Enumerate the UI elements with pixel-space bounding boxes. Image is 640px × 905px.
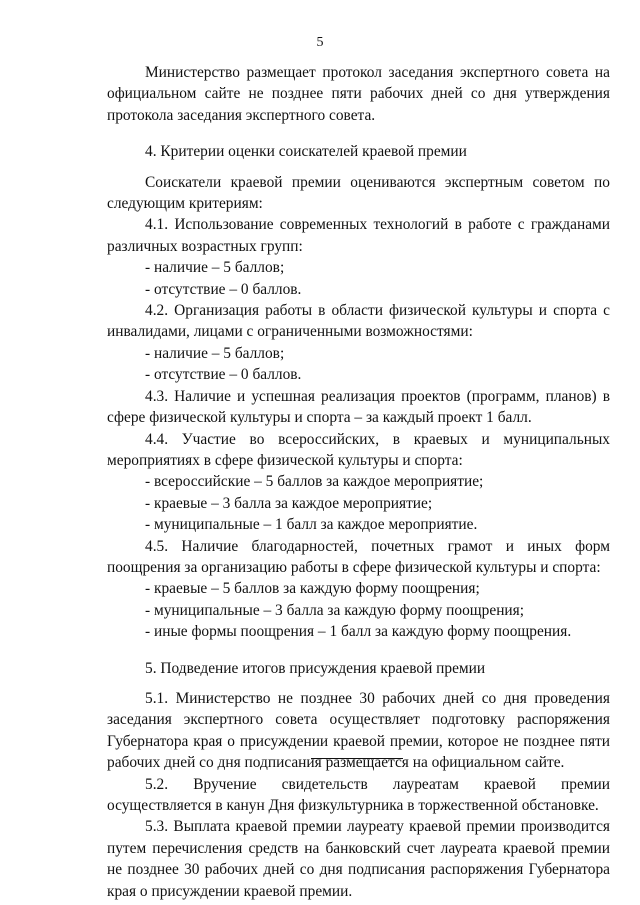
paragraph-5-3: 5.3. Выплата краевой премии лауреату краевой премии производится путем перечисления средств на банковский счет лауреата краевой премии не позднее 30 рабочих дней со дня подписания распоряжения Губернатора края о присуждении краевой премии.: [107, 818, 610, 900]
document-body: [107, 62, 610, 902]
spacer: [107, 126, 610, 141]
criterion-4-5-item: - краевые – 5 баллов за каждую форму поощрения;: [145, 580, 480, 598]
section-4-heading: 4. Критерии оценки соискателей краевой премии: [145, 143, 467, 161]
criterion-4-3: 4.3. Наличие и успешная реализация проектов (программ, планов) в сфере физической культуры и спорта – за каждый проект 1 балл.: [107, 387, 610, 427]
criterion-4-2: 4.2. Организация работы в области физической культуры и спорта с инвалидами, лицами с ограниченными возможностями:: [107, 302, 610, 341]
intro-paragraph: Министерство размещает протокол заседания экспертного совета на официальном сайте не позднее пяти рабочих дней со дня утверждения протокола заседания экспертного совета.: [107, 64, 610, 124]
criterion-4-5-item: - иные формы поощрения – 1 балл за каждую форму поощрения.: [145, 623, 572, 641]
closing-rule: [311, 758, 403, 759]
criterion-4-1-item: - наличие – 5 баллов;: [145, 259, 285, 277]
criterion-4-2-item: - отсутствие – 0 баллов.: [145, 366, 302, 384]
criterion-4-5-item: - муниципальные – 3 балла за каждую форму поощрения;: [145, 601, 525, 619]
spacer: [107, 163, 610, 172]
criterion-4-4-item: - всероссийские – 5 баллов за каждое мероприятие;: [145, 473, 484, 491]
spacer: [107, 679, 610, 688]
spacer: [107, 643, 610, 658]
section-4-lead: Соискатели краевой премии оцениваются экспертным советом по следующим критериям:: [107, 173, 610, 213]
criterion-4-4-item: - муниципальные – 1 балл за каждое мероприятие.: [145, 516, 478, 534]
paragraph-5-2: 5.2. Вручение свидетельств лауреатам краевой премии осуществляется в канун Дня физкультурника в торжественной обстановке.: [107, 775, 610, 814]
criterion-4-2-item: - наличие – 5 баллов;: [145, 344, 285, 362]
criterion-4-4-item: - краевые – 3 балла за каждое мероприятие;: [145, 494, 433, 512]
criterion-4-5: 4.5. Наличие благодарностей, почетных грамот и иных форм поощрения за организацию работы в сфере физической культуры и спорта:: [107, 537, 610, 576]
criterion-4-4: 4.4. Участие во всероссийских, в краевых и муниципальных мероприятиях в сфере физической культуры и спорта:: [107, 430, 610, 469]
paragraph-5-1: 5.1. Министерство не позднее 30 рабочих дней со дня проведения заседания экспертного совета осуществляет подготовку распоряжения Губернатора края о присуждении краевой премии, которое не позднее пяти рабочих дней со дня подписания размещается на официальном сайте.: [107, 689, 610, 772]
criterion-4-1: 4.1. Использование современных технологий в работе с гражданами различных возрастных групп:: [107, 216, 610, 255]
criterion-4-1-item: - отсутствие – 0 баллов.: [145, 280, 302, 298]
section-5-heading: 5. Подведение итогов присуждения краевой премии: [145, 659, 486, 677]
page-number: 5: [316, 35, 324, 50]
